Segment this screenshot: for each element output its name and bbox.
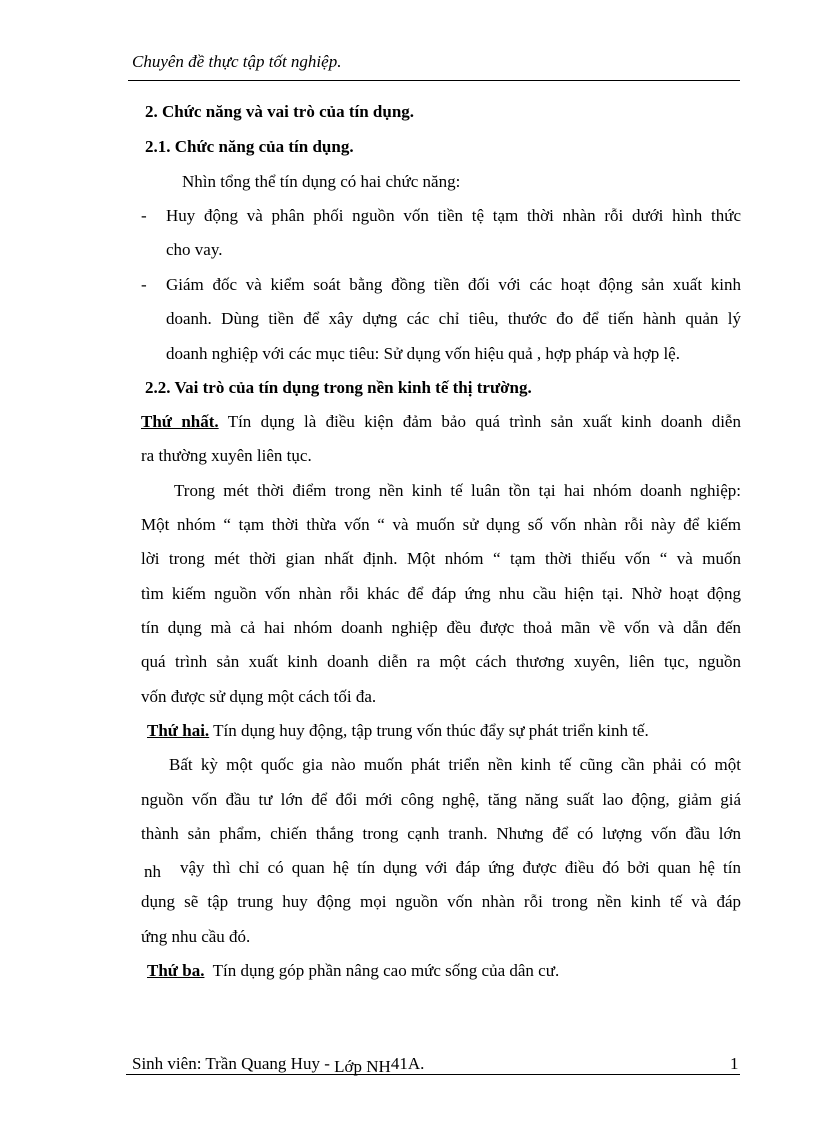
paragraph-1-line-5: tín dụng mà cả hai nhóm doanh nghiệp đều được thoả mãn về vốn và dẫn đến [141,618,741,637]
bullet-2-line-2: doanh. Dùng tiền để xây dựng các chỉ tiêu, thước đo để tiến hành quản lý [166,309,741,328]
page-number: 1 [730,1054,739,1073]
third-role-label: Thứ ba. [147,961,205,980]
paragraph-2-line-6: ứng nhu cầu đó. [141,927,251,946]
intro-text: Nhìn tổng thể tín dụng có hai chức năng: [182,172,461,191]
first-role-line-1: Thứ nhất. Tín dụng là điều kiện đảm bảo quá trình sản xuất kinh doanh diễn [141,412,741,431]
paragraph-2-line-4: vậy thì chỉ có quan hệ tín dụng với đáp ứng được điều đó bởi quan hệ tín [180,858,741,877]
first-role-label: Thứ nhất. [141,412,219,431]
bullet-marker: - [141,206,147,225]
second-role-label: Thứ hai. [147,721,210,740]
bullet-1-line-2: cho vay. [166,240,223,259]
first-role-line-2: ra thường xuyên liên tục. [141,446,312,465]
paragraph-2-line-3: thành sản phẩm, chiến thắng trong cạnh tranh. Nhưng để có lượng vốn đầu lớn [141,824,741,843]
paragraph-1-line-1: Trong mét thời điểm trong nền kinh tế luân tồn tại hai nhóm doanh nghiệp: [174,481,741,500]
bullet-marker: - [141,275,147,294]
page-header: Chuyên đề thực tập tốt nghiệp. [132,52,342,71]
paragraph-1-line-2: Một nhóm “ tạm thời thừa vốn “ và muốn sử dụng số vốn nhàn rỗi này để kiếm [141,515,741,534]
paragraph-1-line-4: tìm kiếm nguồn vốn nhàn rỗi khác để đáp ứng nhu cầu hiện tại. Nhờ hoạt động [141,584,741,603]
bullet-2-line-1: Giám đốc và kiểm soát bằng đồng tiền đối với các hoạt động sản xuất kinh [166,275,741,294]
subsection-heading-2-1: 2.1. Chức năng của tín dụng. [145,137,354,156]
header-rule [128,80,740,81]
footer-class-label: Lớp NH [334,1057,391,1076]
paragraph-1-line-7: vốn được sử dụng một cách tối đa. [141,687,377,706]
footer-class-code: 41A. [390,1054,425,1073]
paragraph-1-line-3: lời trong mét thời gian nhất định. Một nhóm “ tạm thời thiếu vốn “ và muốn [141,549,741,568]
paragraph-2-line-2: nguồn vốn đầu tư lớn để đổi mới công nghệ, tăng năng suất lao động, giảm giá [141,790,741,809]
bullet-1-line-1: Huy động và phân phối nguồn vốn tiền tệ tạm thời nhàn rỗi dưới hình thức [166,206,741,225]
paragraph-2-line-1: Bất kỳ một quốc gia nào muốn phát triển nền kinh tế cũng cần phải có một [169,755,741,774]
paragraph-2-line-4-fragment: nh [144,862,161,881]
section-heading: 2. Chức năng và vai trò của tín dụng. [145,102,415,121]
second-role-line: Thứ hai. Tín dụng huy động, tập trung vốn thúc đẩy sự phát triển kinh tế. [147,721,649,740]
paragraph-2-line-5: dụng sẽ tập trung huy động mọi nguồn vốn nhàn rỗi trong nền kinh tế và đáp [141,892,741,911]
third-role-line: Thứ ba. Tín dụng góp phần nâng cao mức sống của dân cư. [147,961,560,980]
footer-rule [126,1074,740,1075]
footer-student: Sinh viên: Trần Quang Huy - [132,1054,330,1073]
subsection-heading-2-2: 2.2. Vai trò của tín dụng trong nền kinh tế thị trường. [145,378,532,397]
page-footer [132,1054,424,1074]
bullet-2-line-3: doanh nghiệp với các mục tiêu: Sử dụng vốn hiệu quả , hợp pháp và hợp lệ. [166,344,680,363]
paragraph-1-line-6: quá trình sản xuất kinh doanh diễn ra một cách thương xuyên, liên tục, nguồn [141,652,741,671]
